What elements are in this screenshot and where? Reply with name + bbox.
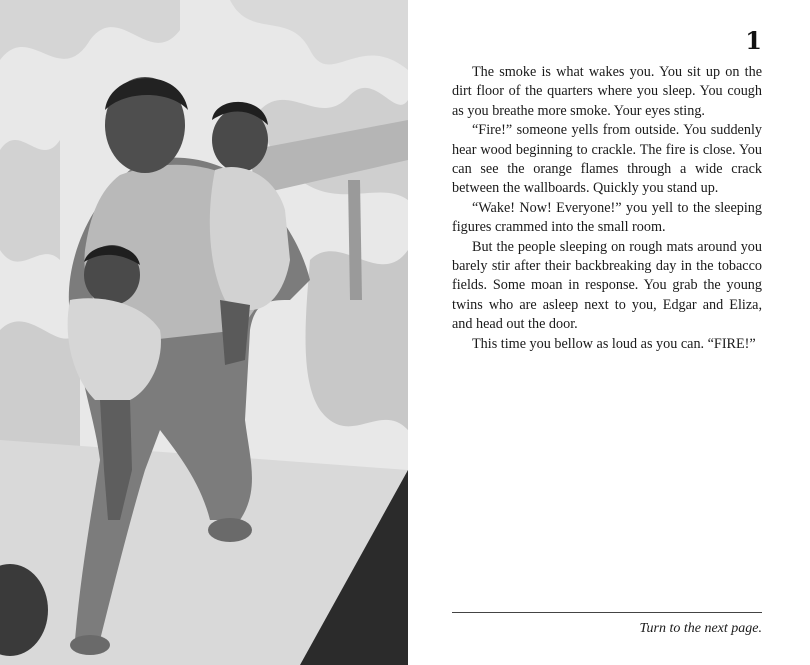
text-column: [452, 0, 762, 665]
story-text: [452, 63, 762, 354]
story-paragraph: The smoke is what wakes you. You sit up on the dirt floor of the quarters where you sleep. You cough as you breathe more smoke. Your eyes sting.: [452, 64, 762, 119]
turn-page-link[interactable]: Turn to the next page.: [639, 621, 762, 636]
story-paragraph: “Fire!” someone yells from outside. You suddenly hear wood beginning to crackle. The fire is close. You can see the orange flames through a wide crack between the wallboards. Quickly you stand up.: [452, 122, 762, 197]
story-paragraph: This time you bellow as loud as you can. “FIRE!”: [472, 335, 756, 352]
story-paragraph: But the people sleeping on rough mats around you barely stir after their backbreaking day in the tobacco fields. Some moan in response. You grab the young twins who are asleep next to you, Edgar and Eliza, and head out the door.: [452, 238, 762, 333]
chapter-number: 1: [745, 26, 762, 55]
footer-divider: [452, 612, 762, 613]
story-paragraph: “Wake! Now! Everyone!” you yell to the sleeping figures crammed into the small room.: [452, 199, 762, 236]
